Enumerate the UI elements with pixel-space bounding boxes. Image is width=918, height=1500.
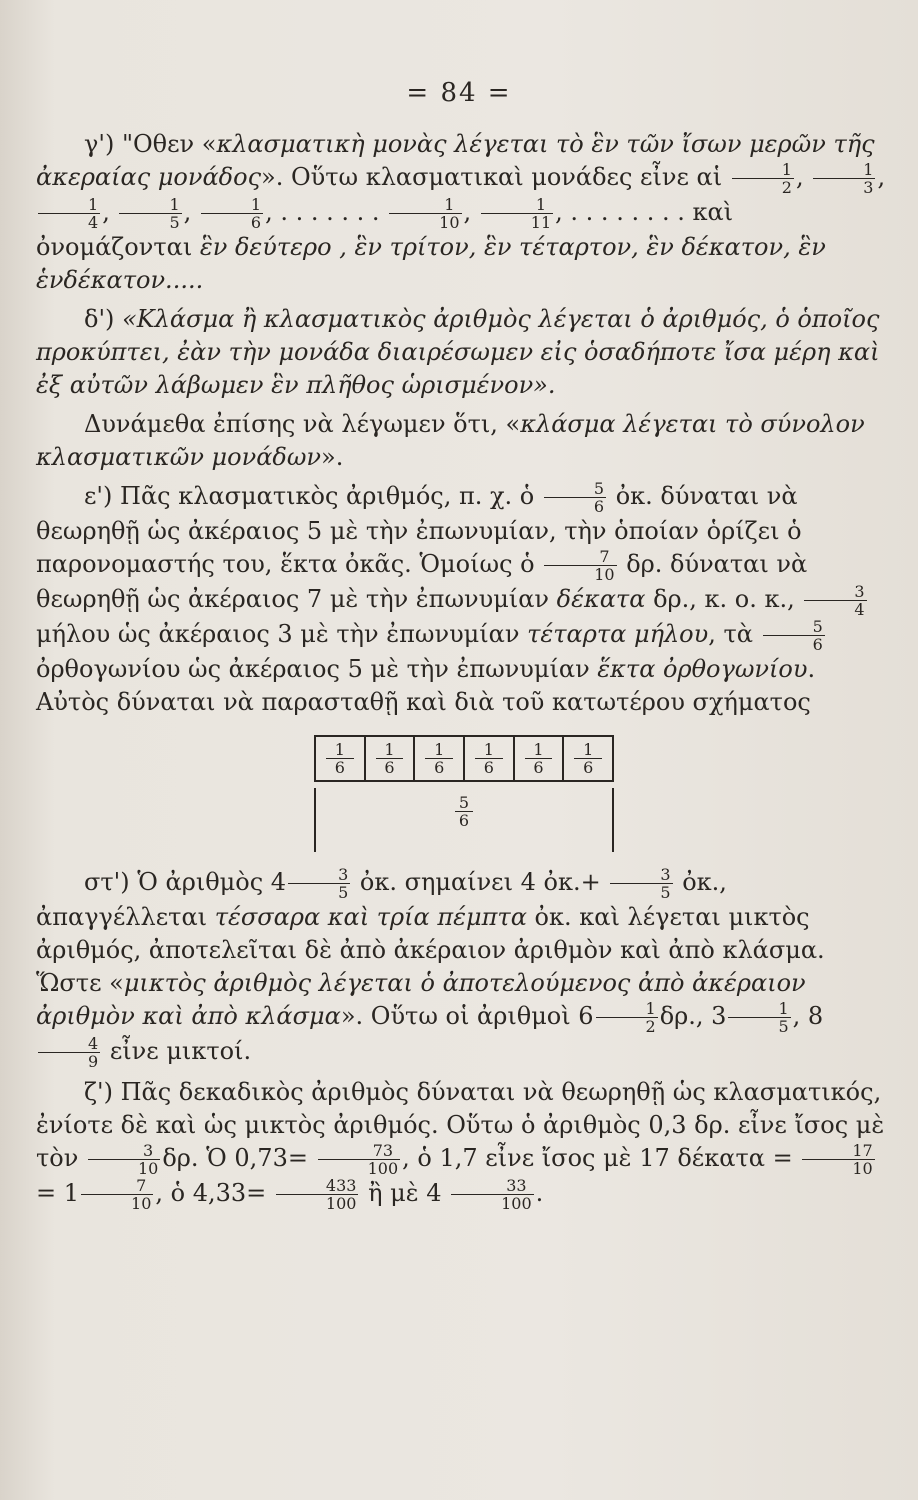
text-run: ὀκ. σημαίνει 4 ὀκ.+ <box>359 868 601 896</box>
text-run: εἶνε μικτοί. <box>109 1037 252 1065</box>
page-number: = 84 = <box>406 78 512 108</box>
text-run: δρ., 3 <box>659 1002 727 1030</box>
text-run: δρ. δύναται νὰ θεωρηθῇ ὡς ἀκέραιος 7 μὲ τὴν ἐπωνυμίαν <box>36 550 808 613</box>
span-right-bar <box>612 788 614 852</box>
fraction: $\frac{1}{5}$ <box>119 196 181 231</box>
fraction: $\frac{433}{100}$ <box>276 1177 359 1212</box>
paragraph-synolo <box>36 408 886 474</box>
definition-text: κλάσμα λέγεται τὸ σύνολον κλασματικῶν μονάδων <box>36 410 865 471</box>
fraction: $\frac{3}{10}$ <box>88 1142 160 1177</box>
text-run: ὀκ., ἀπαγγέλλεται <box>36 868 727 931</box>
fraction: $\frac{1}{5}$ <box>728 1000 790 1035</box>
text-run: , ὁ 1,7 εἶνε ἴσος μὲ 17 δέκατα <box>402 1144 765 1172</box>
text-run: ». <box>340 1002 364 1030</box>
text-run: , τὰ <box>708 620 753 648</box>
definition-text: «Κλάσμα ἢ κλασματικὸς ἀριθμὸς λέγεται ὁ ἀριθμός, ὁ ὁποῖος προκύπτει, ἐὰν τὴν μονάδα διαιρέσωμεν εἰς ὁσαδήποτε ἴσα μέρη καὶ ἐξ αὐτῶν λάβωμεν ἓν πλῆθος ὡρισμένον». <box>36 305 880 399</box>
fraction: $\frac{73}{100}$ <box>318 1142 401 1177</box>
text-run: δρ., κ. ο. κ., <box>653 585 795 613</box>
text-run: , 8 <box>792 1002 824 1030</box>
text-run: Δυνάμεθα ἐπίσης νὰ λέγωμεν ὅτι, « <box>84 410 521 438</box>
fraction: $\frac{3}{5}$ <box>610 866 672 901</box>
text-run: , . . . . . . . . καὶ ὀνομάζονται <box>36 198 734 261</box>
definition-text: μικτὸς ἀριθμὸς λέγεται ὁ ἀποτελούμενος ἀπὸ ἀκέραιον ἀριθμὸν καὶ ἀπὸ κλάσμα <box>36 969 806 1030</box>
fraction: $\frac{1}{11}$ <box>481 196 553 231</box>
fraction: $\frac{7}{10}$ <box>81 1177 153 1212</box>
diagram-cell: 1 6 <box>415 737 465 780</box>
paragraph-zeta <box>36 1076 886 1212</box>
text-run: . Αὐτὸς δύναται νὰ παρασταθῇ καὶ διὰ τοῦ κατωτέρου σχήματος <box>36 655 816 716</box>
fraction: $\frac{1}{10}$ <box>389 196 461 231</box>
diagram-span <box>314 788 614 852</box>
text-run: ὀκ. καὶ λέγεται μικτὸς ἀριθμός, ἀποτελεῖται δὲ ἀπὸ ἀκέραιον ἀριθμὸν καὶ ἀπὸ κλάσμα. Ὥστε « <box>36 903 825 997</box>
text-run: . <box>535 1179 544 1207</box>
text-run: ἢ μὲ 4 <box>368 1179 442 1207</box>
fraction: $\frac{3}{5}$ <box>288 866 350 901</box>
fraction: $\frac{1}{2}$ <box>732 161 794 196</box>
fraction: $\frac{7}{10}$ <box>544 548 616 583</box>
diagram-cell: 1 6 <box>515 737 565 780</box>
diagram-cell: 1 6 <box>564 737 614 780</box>
text-run: στ') Ὁ ἀριθμὸς 4 <box>84 868 287 896</box>
text-run: , . . . . . . . <box>265 198 380 226</box>
text-run: Οὕτω οἱ ἀριθμοὶ 6 <box>370 1002 594 1030</box>
fraction: $\frac{1}{4}$ <box>38 196 100 231</box>
fraction: $\frac{4}{9}$ <box>38 1035 100 1070</box>
fraction: $\frac{5}{6}$ <box>763 618 825 653</box>
paragraph-gamma: γ') "Οθεν «κλασματικὴ μονὰς λέγεται τὸ ἓν τῶν ἴσων μερῶν τῆς ἀκεραίας μονάδος». Οὕτω κλασματικαὶ μονάδες εἶνε αἱ $\frac{1}{2}$ , $\frac{1}{3}$ , $\frac{1}{4}$ , $\frac{1}{5}$ , $\frac{1}{6}$ , . . . . . . . $\frac{1}{10}$ , $\frac{1}{11}$ , . . . . . . . . καὶ ὀνομάζονται ἓν δεύτερο , ἓν τρίτον, ἓν τέταρτον, ἓν δέκατον, ἓν ἑνδέκατον..... <box>36 130 886 294</box>
text-run: δρ. Ὁ 0,73= <box>162 1144 308 1172</box>
fraction: $\frac{3}{4}$ <box>804 583 866 618</box>
diagram-cell: 1 6 <box>316 737 366 780</box>
fraction: $\frac{5}{6}$ <box>544 480 606 515</box>
fraction-diagram <box>314 735 614 852</box>
text-run: "Οθεν « <box>121 130 217 158</box>
paragraph-epsilon <box>36 480 886 719</box>
diagram-cell: 1 6 <box>465 737 515 780</box>
section-marker: γ') <box>84 130 115 158</box>
text-run: ζ') Πᾶς δεκαδικὸς ἀριθμὸς δύναται νὰ θεωρηθῇ ὡς κλασματικός, ἐνίοτε δὲ καὶ ὡς μικτὸς ἀριθμός. Οὕτω ὁ ἀριθμὸς 0,3 δρ. εἶνε ἴσος μὲ τὸν <box>36 1078 885 1172</box>
text-run: ὀκ. δύναται νὰ θεωρηθῇ ὡς ἀκέραιος 5 μὲ τὴν ἐπωνυμίαν, τὴν ὁποίαν ὁρίζει ὁ παρονομαστής του, ἕκτα ὀκᾶς. Ὁμοίως ὁ <box>36 482 802 578</box>
page-text <box>36 128 886 1218</box>
text-run: δέκατα <box>556 585 646 613</box>
span-left-bar <box>314 788 316 852</box>
text-run: = <box>772 1144 793 1172</box>
span-label: 5 6 <box>455 794 473 852</box>
text-run: ὀρθογωνίου ὡς ἀκέραιος 5 μὲ τὴν ἐπωνυμίαν <box>36 655 590 683</box>
text-run: ε') Πᾶς κλασματικὸς ἀριθμός, π. χ. ὁ <box>84 482 535 510</box>
fraction: $\frac{1}{3}$ <box>813 161 875 196</box>
diagram-cells <box>314 735 614 782</box>
text-run: τέσσαρα καὶ τρία πέμπτα <box>214 903 527 931</box>
fraction: $\frac{1}{2}$ <box>596 1000 658 1035</box>
fraction: $\frac{1}{6}$ <box>201 196 263 231</box>
text-run: ἓν δεύτερο , ἓν τρίτον, ἓν τέταρτον, ἓν δέκατον, ἓν ἑνδέκατον..... <box>36 233 826 294</box>
paragraph-st <box>36 866 886 1070</box>
definition-text: κλασματικὴ μονὰς λέγεται τὸ ἓν τῶν ἴσων μερῶν τῆς ἀκεραίας μονάδος <box>36 130 875 191</box>
text-run: τέταρτα μήλου <box>527 620 709 648</box>
text-run: ἕκτα ὀρθογωνίου <box>597 655 808 683</box>
section-marker: δ') <box>84 305 115 333</box>
text-run: ». Οὕτω κλασματικαὶ μονάδες εἶνε αἱ <box>261 163 723 191</box>
text-run: , ὁ 4,33= <box>155 1179 267 1207</box>
fraction: $\frac{17}{10}$ <box>802 1142 874 1177</box>
text-run: = 1 <box>36 1179 80 1207</box>
text-run: ». <box>321 443 344 471</box>
fraction: $\frac{33}{100}$ <box>451 1177 534 1212</box>
text-run: μήλου ὡς ἀκέραιος 3 μὲ τὴν ἐπωνυμίαν <box>36 620 520 648</box>
diagram-cell: 1 6 <box>366 737 416 780</box>
paragraph-delta <box>36 303 886 402</box>
